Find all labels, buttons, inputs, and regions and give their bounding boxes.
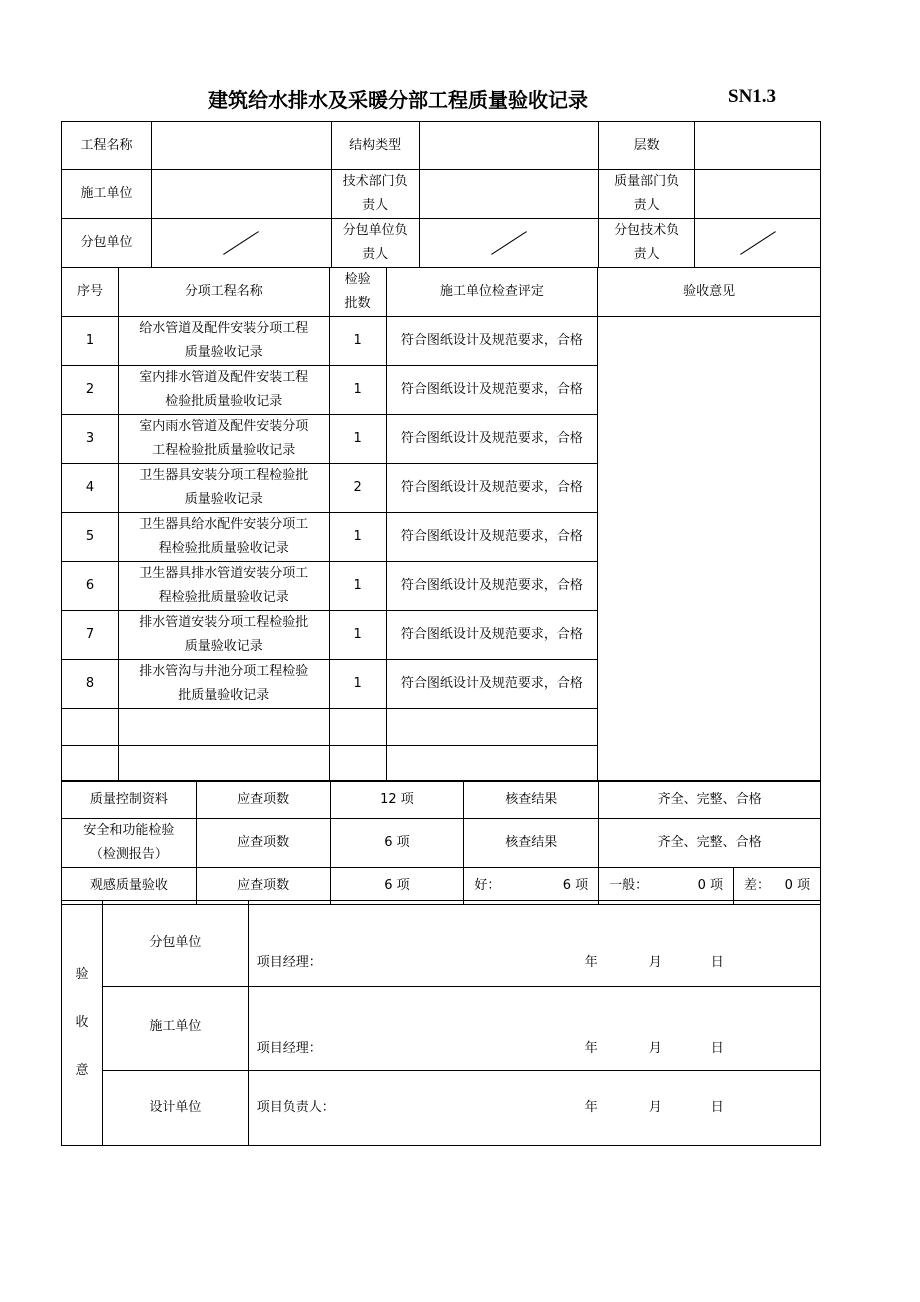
row-name: 排水管道安装分项工程检验批 质量验收记录 xyxy=(118,611,329,660)
row-eval: 符合图纸设计及规范要求，合格 xyxy=(386,513,598,562)
construct-unit-label: 施工单位 xyxy=(102,987,248,1071)
sub-unit-head-value[interactable] xyxy=(419,219,599,268)
row-batches: 1 xyxy=(329,562,386,611)
structure-type-value[interactable] xyxy=(419,122,599,170)
row-name: 卫生器具排水管道安装分项工 程检验批质量验收记录 xyxy=(118,562,329,611)
qc-count: 12 项 xyxy=(330,781,464,819)
row-name: 卫生器具给水配件安装分项工 程检验批质量验收记录 xyxy=(118,513,329,562)
construct-unit-signature[interactable]: 项目经理： 年 月 日 xyxy=(248,987,820,1071)
empty-slash-mark xyxy=(154,231,329,255)
design-unit-label: 设计单位 xyxy=(102,1071,248,1146)
page-title: 建筑给水排水及采暖分部工程质量验收记录 xyxy=(208,88,588,112)
table-row xyxy=(62,317,821,366)
form-code: SN1.3 xyxy=(728,86,777,107)
row-name: 卫生器具安装分项工程检验批 质量验收记录 xyxy=(118,464,329,513)
floors-value[interactable] xyxy=(695,122,821,170)
construction-unit-label: 施工单位 xyxy=(62,170,152,219)
qc-result: 齐全、完整、合格 xyxy=(599,781,821,819)
appearance-count: 6 项 xyxy=(330,868,464,905)
safety-result-label: 核查结果 xyxy=(464,819,599,868)
row-eval: 符合图纸设计及规范要求，合格 xyxy=(386,317,598,366)
sub-tech-head-label: 分包技术负 责人 xyxy=(599,219,695,268)
sub-tech-head-value[interactable] xyxy=(695,219,821,268)
header-batches: 检验 批数 xyxy=(329,268,386,317)
info-table xyxy=(61,121,821,268)
row-name: 室内排水管道及配件安装工程 检验批质量验收记录 xyxy=(118,366,329,415)
row-batches: 1 xyxy=(329,366,386,415)
appearance-label: 观感质量验收 xyxy=(62,868,197,905)
header-opinion: 验收意见 xyxy=(598,268,821,317)
acceptance-table xyxy=(61,900,821,1146)
quality-dept-head-label: 质量部门负 责人 xyxy=(599,170,695,219)
structure-type-label: 结构类型 xyxy=(331,122,419,170)
qc-result-label: 核查结果 xyxy=(464,781,599,819)
acceptance-side-label: 验 收 意 xyxy=(62,901,103,1146)
row-no: 1 xyxy=(62,317,119,366)
design-unit-signature[interactable]: 项目负责人： 年 月 日 xyxy=(248,1071,820,1146)
safety-should-check-label: 应查项数 xyxy=(196,819,330,868)
appearance-should-check-label: 应查项数 xyxy=(196,868,330,905)
sub-unit-label: 分包单位 xyxy=(102,901,248,987)
row-no: 7 xyxy=(62,611,119,660)
construction-unit-value[interactable] xyxy=(151,170,331,219)
floors-label: 层数 xyxy=(599,122,695,170)
qc-label: 质量控制资料 xyxy=(62,781,197,819)
header-eval: 施工单位检查评定 xyxy=(386,268,598,317)
safety-label: 安全和功能检验 （检测报告） xyxy=(62,819,197,868)
row-no: 4 xyxy=(62,464,119,513)
row-batches: 1 xyxy=(329,415,386,464)
empty-slash-mark xyxy=(697,231,818,255)
row-no: 2 xyxy=(62,366,119,415)
sub-unit-head-label: 分包单位负 责人 xyxy=(331,219,419,268)
quality-dept-head-value[interactable] xyxy=(695,170,821,219)
sub-unit-signature[interactable]: 项目经理： 年 月 日 xyxy=(248,901,820,987)
row-batches: 1 xyxy=(329,660,386,709)
row-no: 3 xyxy=(62,415,119,464)
row-no: 6 xyxy=(62,562,119,611)
row-eval: 符合图纸设计及规范要求，合格 xyxy=(386,611,598,660)
good-cell: 好： 6 项 xyxy=(464,868,599,905)
safety-count: 6 项 xyxy=(330,819,464,868)
row-name: 给水管道及配件安装分项工程 质量验收记录 xyxy=(118,317,329,366)
row-eval: 符合图纸设计及规范要求，合格 xyxy=(386,464,598,513)
tech-dept-head-value[interactable] xyxy=(419,170,599,219)
row-eval: 符合图纸设计及规范要求，合格 xyxy=(386,660,598,709)
subcontractor-label: 分包单位 xyxy=(62,219,152,268)
header-name: 分项工程名称 xyxy=(118,268,329,317)
row-name: 排水管沟与井池分项工程检验 批质量验收记录 xyxy=(118,660,329,709)
row-batches: 1 xyxy=(329,611,386,660)
row-eval: 符合图纸设计及规范要求，合格 xyxy=(386,415,598,464)
items-table xyxy=(61,267,821,782)
row-name: 室内雨水管道及配件安装分项 工程检验批质量验收记录 xyxy=(118,415,329,464)
tech-dept-head-label: 技术部门负 责人 xyxy=(331,170,419,219)
row-no: 5 xyxy=(62,513,119,562)
project-name-value[interactable] xyxy=(151,122,331,170)
row-batches: 1 xyxy=(329,317,386,366)
row-eval: 符合图纸设计及规范要求，合格 xyxy=(386,562,598,611)
row-batches: 1 xyxy=(329,513,386,562)
general-cell: 一般： 0 项 xyxy=(599,868,734,905)
row-no: 8 xyxy=(62,660,119,709)
safety-result: 齐全、完整、合格 xyxy=(599,819,821,868)
opinion-area[interactable] xyxy=(598,317,821,782)
poor-cell: 差： 0 项 xyxy=(734,868,821,905)
empty-slash-mark xyxy=(422,231,597,255)
row-eval: 符合图纸设计及规范要求，合格 xyxy=(386,366,598,415)
project-name-label: 工程名称 xyxy=(62,122,152,170)
subcontractor-value[interactable] xyxy=(151,219,331,268)
checks-table xyxy=(61,780,821,905)
row-batches: 2 xyxy=(329,464,386,513)
qc-should-check-label: 应查项数 xyxy=(196,781,330,819)
header-no: 序号 xyxy=(62,268,119,317)
